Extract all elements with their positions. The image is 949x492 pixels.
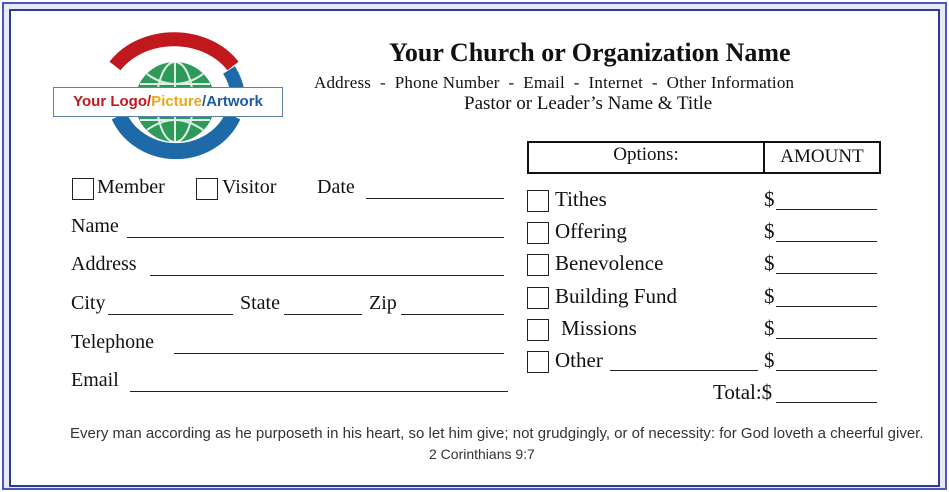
state-field[interactable]	[284, 296, 362, 315]
date-field[interactable]	[366, 180, 504, 199]
name-field[interactable]	[127, 219, 504, 238]
city-field[interactable]	[108, 296, 233, 315]
missions-checkbox[interactable]	[527, 319, 549, 341]
amount-header: AMOUNT	[780, 146, 864, 167]
visitor-checkbox[interactable]	[196, 178, 218, 200]
other-label: Other	[555, 348, 603, 372]
zip-field[interactable]	[401, 296, 504, 315]
logo-text-part3: /Artwork	[202, 93, 263, 110]
benevolence-label: Benevolence	[555, 251, 664, 275]
address-field[interactable]	[150, 257, 504, 276]
logo-text	[53, 87, 283, 117]
organization-title: Your Church or Organization Name	[389, 38, 791, 67]
pastor-line: Pastor or Leader’s Name & Title	[464, 93, 713, 114]
options-header: Options:	[613, 144, 679, 165]
email-field[interactable]	[130, 373, 508, 392]
other-checkbox[interactable]	[527, 351, 549, 373]
total-label: Total:$	[713, 380, 773, 404]
email-label: Email	[71, 369, 119, 391]
name-label: Name	[71, 215, 119, 237]
other-currency: $	[764, 348, 775, 372]
offering-amount-field[interactable]	[776, 222, 877, 242]
scripture-verse: Every man according as he purposeth in his heart, so let him give; not grudgingly, or of necessity: for God loveth a cheerful giver.	[70, 425, 924, 442]
options-header-table	[527, 141, 881, 174]
benevolence-amount-field[interactable]	[776, 254, 877, 274]
building-fund-label: Building Fund	[555, 284, 677, 308]
scripture-reference: 2 Corinthians 9:7	[429, 446, 535, 462]
telephone-label: Telephone	[71, 331, 155, 353]
address-label: Address	[71, 253, 137, 275]
logo-text-part1: Your Logo/	[73, 93, 152, 110]
benevolence-checkbox[interactable]	[527, 254, 549, 276]
state-label: State	[240, 292, 280, 314]
date-label: Date	[317, 176, 355, 198]
member-checkbox[interactable]	[72, 178, 94, 200]
benevolence-currency: $	[764, 251, 775, 275]
offering-checkbox[interactable]	[527, 222, 549, 244]
visitor-label: Visitor	[222, 176, 277, 198]
building-fund-amount-field[interactable]	[776, 287, 877, 307]
building-fund-checkbox[interactable]	[527, 287, 549, 309]
zip-label: Zip	[369, 292, 397, 314]
building-fund-currency: $	[764, 284, 775, 308]
telephone-field[interactable]	[174, 335, 504, 354]
total-amount-field[interactable]	[776, 383, 877, 403]
other-description-field[interactable]	[610, 351, 758, 371]
missions-label: Missions	[561, 316, 637, 340]
offering-label: Offering	[555, 219, 627, 243]
logo-text-part2: Picture	[151, 93, 203, 110]
tithes-currency: $	[764, 187, 775, 211]
other-amount-field[interactable]	[776, 351, 877, 371]
missions-amount-field[interactable]	[776, 319, 877, 339]
tithes-label: Tithes	[555, 187, 607, 211]
contact-line: Address - Phone Number - Email - Internet - Other Information	[314, 73, 795, 92]
offering-currency: $	[764, 219, 775, 243]
missions-currency: $	[764, 316, 775, 340]
tithes-amount-field[interactable]	[776, 190, 877, 210]
city-label: City	[71, 292, 106, 314]
tithes-checkbox[interactable]	[527, 190, 549, 212]
member-label: Member	[97, 176, 165, 198]
